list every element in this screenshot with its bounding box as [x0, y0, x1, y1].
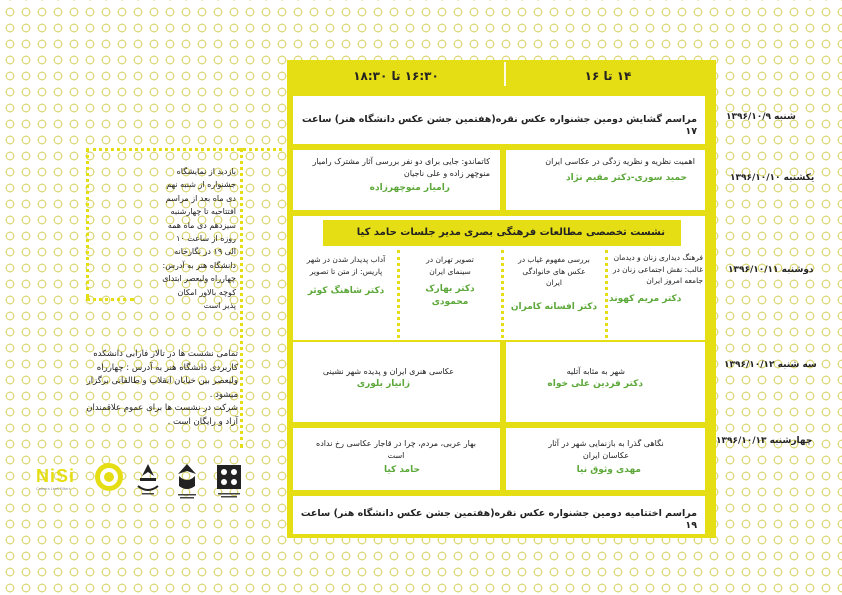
festival-emblem-icon	[134, 462, 162, 500]
schedule-table	[287, 60, 712, 538]
session-speaker: دکتر مریم کهوند	[609, 293, 682, 304]
monday-item-4	[297, 254, 395, 338]
university-seal-icon	[172, 462, 202, 502]
row-wednesday-right	[506, 428, 705, 490]
monday-divider-1	[605, 250, 608, 338]
session-speaker: زانیار بلوری	[356, 379, 410, 389]
exhibit-info	[112, 165, 236, 312]
monday-item-3	[401, 254, 499, 338]
row-sunday-right	[506, 150, 705, 210]
monday-divider-2	[501, 250, 504, 338]
venue-line: آزاد و رایگان است .	[167, 416, 238, 427]
venue-line: ولیعصر بین خیابان انقلاب و طالقانی برگزار	[86, 376, 238, 386]
banner-chair: مدیر جلسات حامد کیا	[356, 227, 461, 238]
row-wednesday-left	[293, 428, 500, 490]
header-time-left: ۱۶:۳۰ تا ۱۸:۳۰	[353, 69, 439, 83]
session-speaker: دکتر فردین علی خواه	[547, 379, 643, 389]
right-accent-bar	[710, 60, 716, 538]
header-divider	[504, 62, 506, 86]
nisi-logo	[36, 466, 88, 496]
day-label-saturday: شنبه ۱۳۹۶/۱۰/۹	[726, 112, 796, 122]
session-speaker: دکتر بهارک محمودی	[425, 284, 475, 307]
exhibit-line: چهارراه ولیعصر ابتدای	[162, 274, 236, 284]
exhibit-line: روزه از ساعت ۱۰	[176, 234, 236, 244]
day-label-sunday: یکشنبه ۱۳۹۶/۱۰/۱۰	[730, 173, 815, 183]
exhibit-line: کوچه بالاور امکان	[177, 287, 236, 297]
opening-text: مراسم گشایش دومین جشنواره عکس نقره(هفتمین جشن عکس دانشگاه هنر) ساعت ۱۷	[302, 114, 697, 137]
monday-item-1	[609, 252, 703, 338]
session-speaker: مهدی وثوق نیا	[576, 465, 641, 475]
venue-info	[48, 348, 238, 429]
film-reel-icon	[214, 462, 244, 502]
side-box-right	[240, 148, 243, 448]
venue-line: کاربردی دانشگاه هنر به آدرس : چهارراه	[96, 362, 238, 373]
lens-icon	[94, 462, 124, 492]
exhibit-line: جشنواره از شنبه نهم	[166, 180, 236, 190]
venue-line: تمامی نشست ها در تالار فارابی دانشکده	[93, 349, 238, 359]
session-title: تصویر تهران در سینمای ایران	[426, 255, 474, 276]
session-title: آداب پدیدار شدن در شهر پاریس: از متن تا تصویر	[306, 255, 386, 276]
logo-strip	[36, 462, 246, 506]
session-title: بهار عربی، مردم، چرا در قاجار عکاسی رخ نداده است	[316, 439, 476, 460]
banner-title: نشست تخصصی مطالعات فرهنگی بصری	[463, 227, 665, 238]
day-label-monday: دوشنبه ۱۳۹۶/۱۰/۱۱	[728, 265, 814, 275]
exhibit-line: پذیر است	[203, 301, 236, 311]
nisi-logo-text: NiSi	[36, 466, 76, 486]
banner	[323, 220, 681, 246]
session-title: نگاهی گذرا به بازنمایی شهر در آثار عکاسان ایران	[548, 439, 664, 460]
session-title: شهر به مثابه آتلیه	[566, 367, 625, 376]
exhibit-line: دی ماه بعد از مراسم	[165, 193, 236, 203]
session-title: بررسی مفهوم غیاب در عکس های خانوادگی ایران	[518, 255, 590, 287]
exhibit-line: بازدید از نمایشگاه	[176, 167, 236, 176]
exhibit-line: سیزدهم دی ماه همه	[167, 220, 236, 230]
day-label-tuesday: سه شنبه ۱۳۹۶/۱۰/۱۲	[724, 360, 817, 370]
side-box-left	[86, 148, 89, 298]
row-closing	[293, 496, 705, 534]
closing-text: مراسم اختتامیه دومین جشنواره عکس نقره(هفتمین جشن عکس دانشگاه هنر) ساعت ۱۹	[300, 508, 697, 531]
session-speaker: دکتر شاهنگ کوثر	[307, 286, 385, 296]
row-tuesday-left	[293, 342, 500, 422]
day-label-wednesday: چهارشنبه ۱۳۹۶/۱۰/۱۳	[716, 436, 813, 446]
session-title: عکاسی هنری ایران و پدیده شهر نشینی	[322, 367, 454, 376]
venue-line: شرکت در نشست ها برای عموم علاقمندان	[86, 403, 238, 413]
side-box-top	[86, 148, 282, 151]
nisi-logo-subtitle: Camera Lens Filters	[36, 487, 71, 491]
header-time-right: ۱۴ تا ۱۶	[584, 69, 632, 83]
exhibit-line: الی ۱۹ در نگارخانه	[174, 247, 236, 257]
session-title: کاتماندو: جایی برای دو نفر بررسی آثار مشترک رامیار منوچهر زاده و علی ناجیان	[312, 157, 490, 178]
session-title: فرهنگ دیداری زنان و دیدمان غالب: نقش اجتماعی زنان در جامعه امروز ایران	[612, 253, 703, 285]
row-sunday-left	[293, 150, 500, 210]
session-speaker: رامیار منوچهرزاده	[369, 183, 450, 193]
exhibit-line: دانشگاه هنر به آدرس:	[162, 260, 236, 270]
row-opening	[293, 96, 705, 144]
row-tuesday-right	[506, 342, 705, 422]
session-speaker: دکتر افسانه کامران	[510, 301, 598, 312]
venue-line: میشود .	[209, 389, 238, 400]
session-speaker: حمید سوری-دکتر مقیم نژاد	[565, 173, 687, 183]
session-speaker: حامد کیا	[383, 465, 420, 475]
exhibit-line: افتتاحیه تا چهارشنبه	[170, 207, 236, 217]
session-title: اهمیت نظریه و نظریه زدگی در عکاسی ایران	[545, 157, 695, 166]
monday-item-2	[505, 254, 603, 338]
monday-divider-3	[397, 250, 400, 338]
